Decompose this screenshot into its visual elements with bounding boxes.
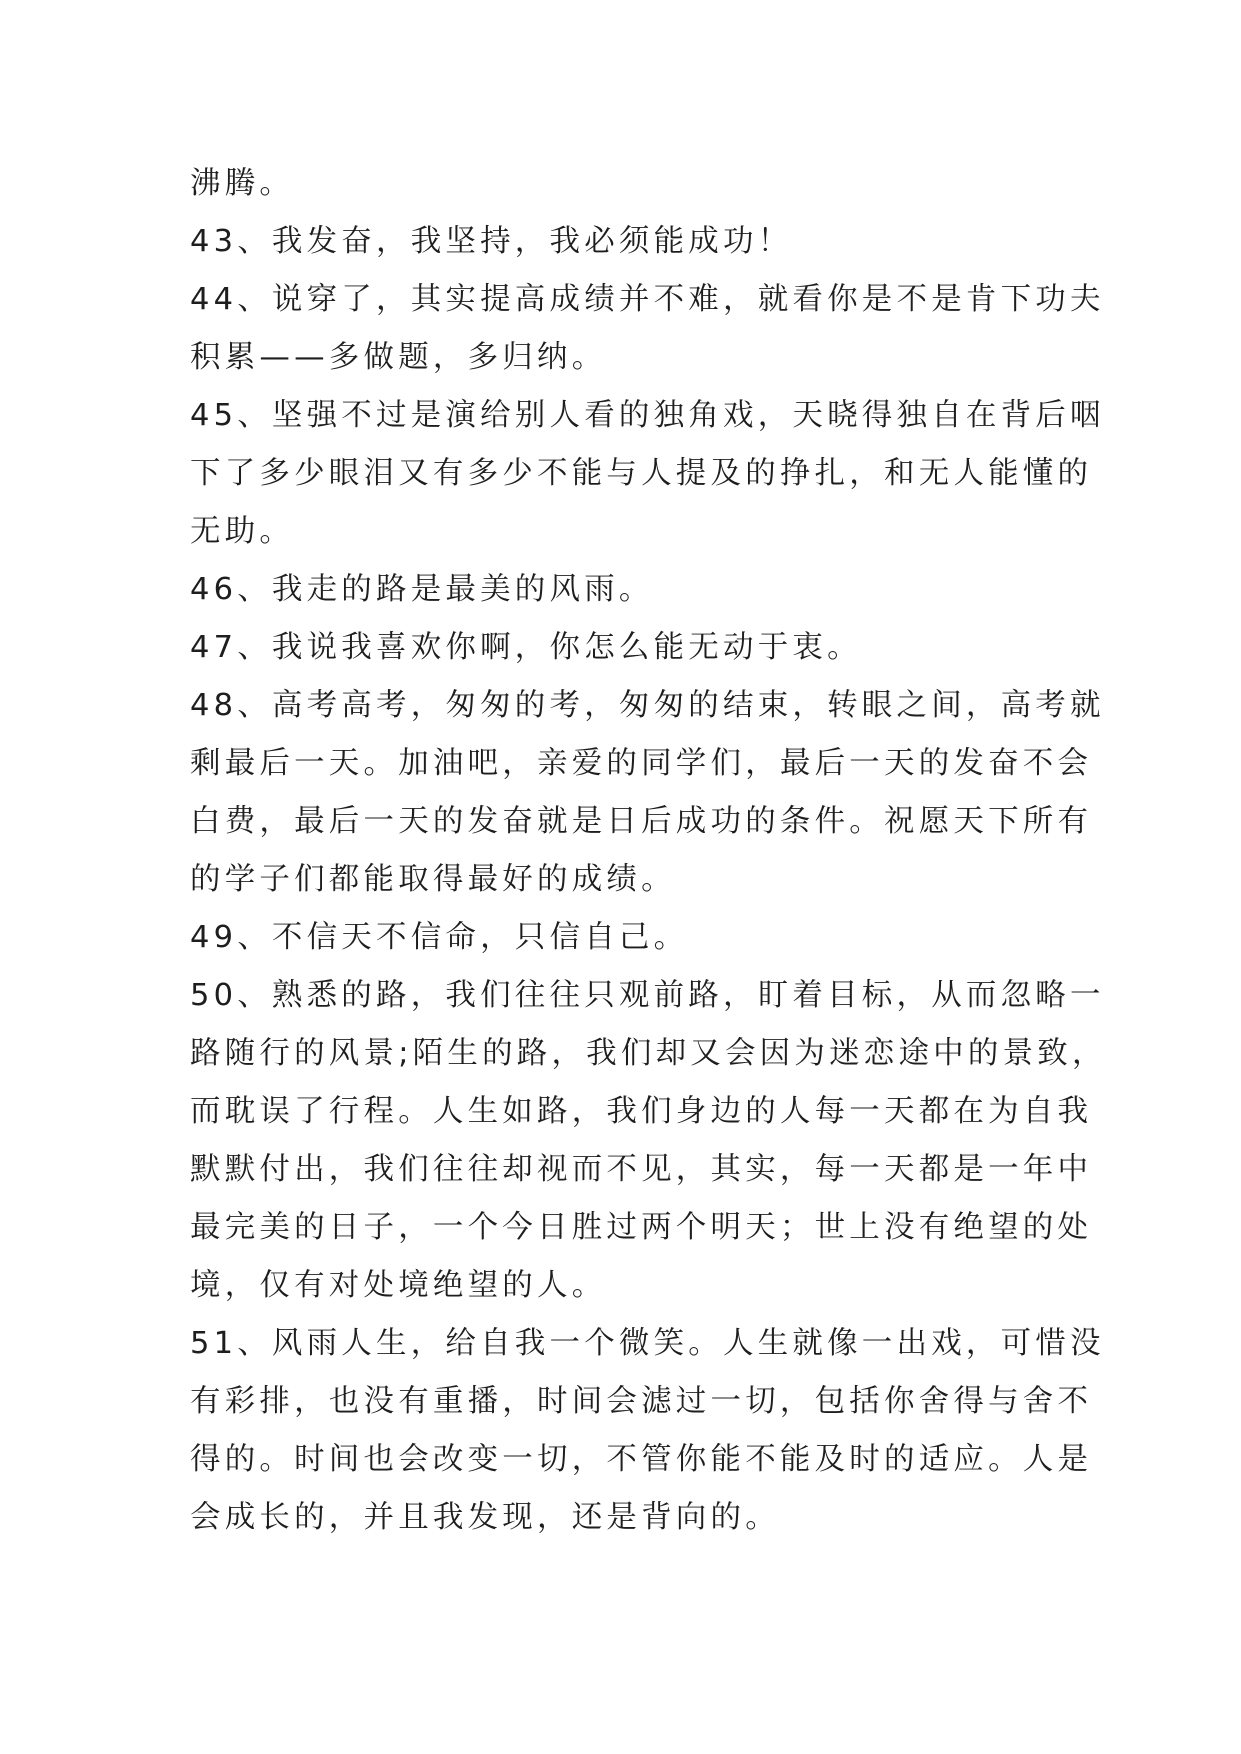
text-line: 48、高考高考，匆匆的考，匆匆的结束，转眼之间，高考就 — [190, 688, 1105, 723]
text-line: 积累——多做题，多归纳。 — [190, 340, 607, 375]
text-line: 得的。时间也会改变一切，不管你能不能及时的适应。人是 — [190, 1442, 1093, 1477]
text-line: 沸腾。 — [190, 166, 295, 201]
text-line: 会成长的，并且我发现，还是背向的。 — [190, 1500, 780, 1535]
text-line: 45、坚强不过是演给别人看的独角戏，天晓得独自在背后咽 — [190, 398, 1105, 433]
text-line: 51、风雨人生，给自我一个微笑。人生就像一出戏，可惜没 — [190, 1326, 1105, 1361]
text-line: 46、我走的路是最美的风雨。 — [190, 572, 654, 607]
text-line: 默默付出，我们往往却视而不见，其实，每一天都是一年中 — [190, 1152, 1093, 1187]
text-line: 43、我发奋，我坚持，我必须能成功！ — [190, 224, 793, 259]
text-line: 无助。 — [190, 514, 295, 549]
text-line: 路随行的风景;陌生的路，我们却又会因为迷恋途中的景致， — [190, 1036, 1107, 1071]
text-line: 50、熟悉的路，我们往往只观前路，盯着目标，从而忽略一 — [190, 978, 1105, 1013]
text-line: 的学子们都能取得最好的成绩。 — [190, 862, 676, 897]
text-line: 有彩排，也没有重播，时间会滤过一切，包括你舍得与舍不 — [190, 1384, 1093, 1419]
text-line: 下了多少眼泪又有多少不能与人提及的挣扎，和无人能懂的 — [190, 456, 1093, 491]
text-line: 剩最后一天。加油吧，亲爱的同学们，最后一天的发奋不会 — [190, 746, 1093, 781]
text-line: 境，仅有对处境绝望的人。 — [190, 1268, 607, 1303]
text-line: 49、不信天不信命，只信自己。 — [190, 920, 689, 955]
text-line: 47、我说我喜欢你啊，你怎么能无动于衷。 — [190, 630, 862, 665]
text-line: 最完美的日子，一个今日胜过两个明天；世上没有绝望的处 — [190, 1210, 1093, 1245]
document-body — [190, 155, 1107, 1547]
text-line: 白费，最后一天的发奋就是日后成功的条件。祝愿天下所有 — [190, 804, 1093, 839]
text-line: 44、说穿了，其实提高成绩并不难，就看你是不是肯下功夫 — [190, 282, 1105, 317]
text-line: 而耽误了行程。人生如路，我们身边的人每一天都在为自我 — [190, 1094, 1093, 1129]
